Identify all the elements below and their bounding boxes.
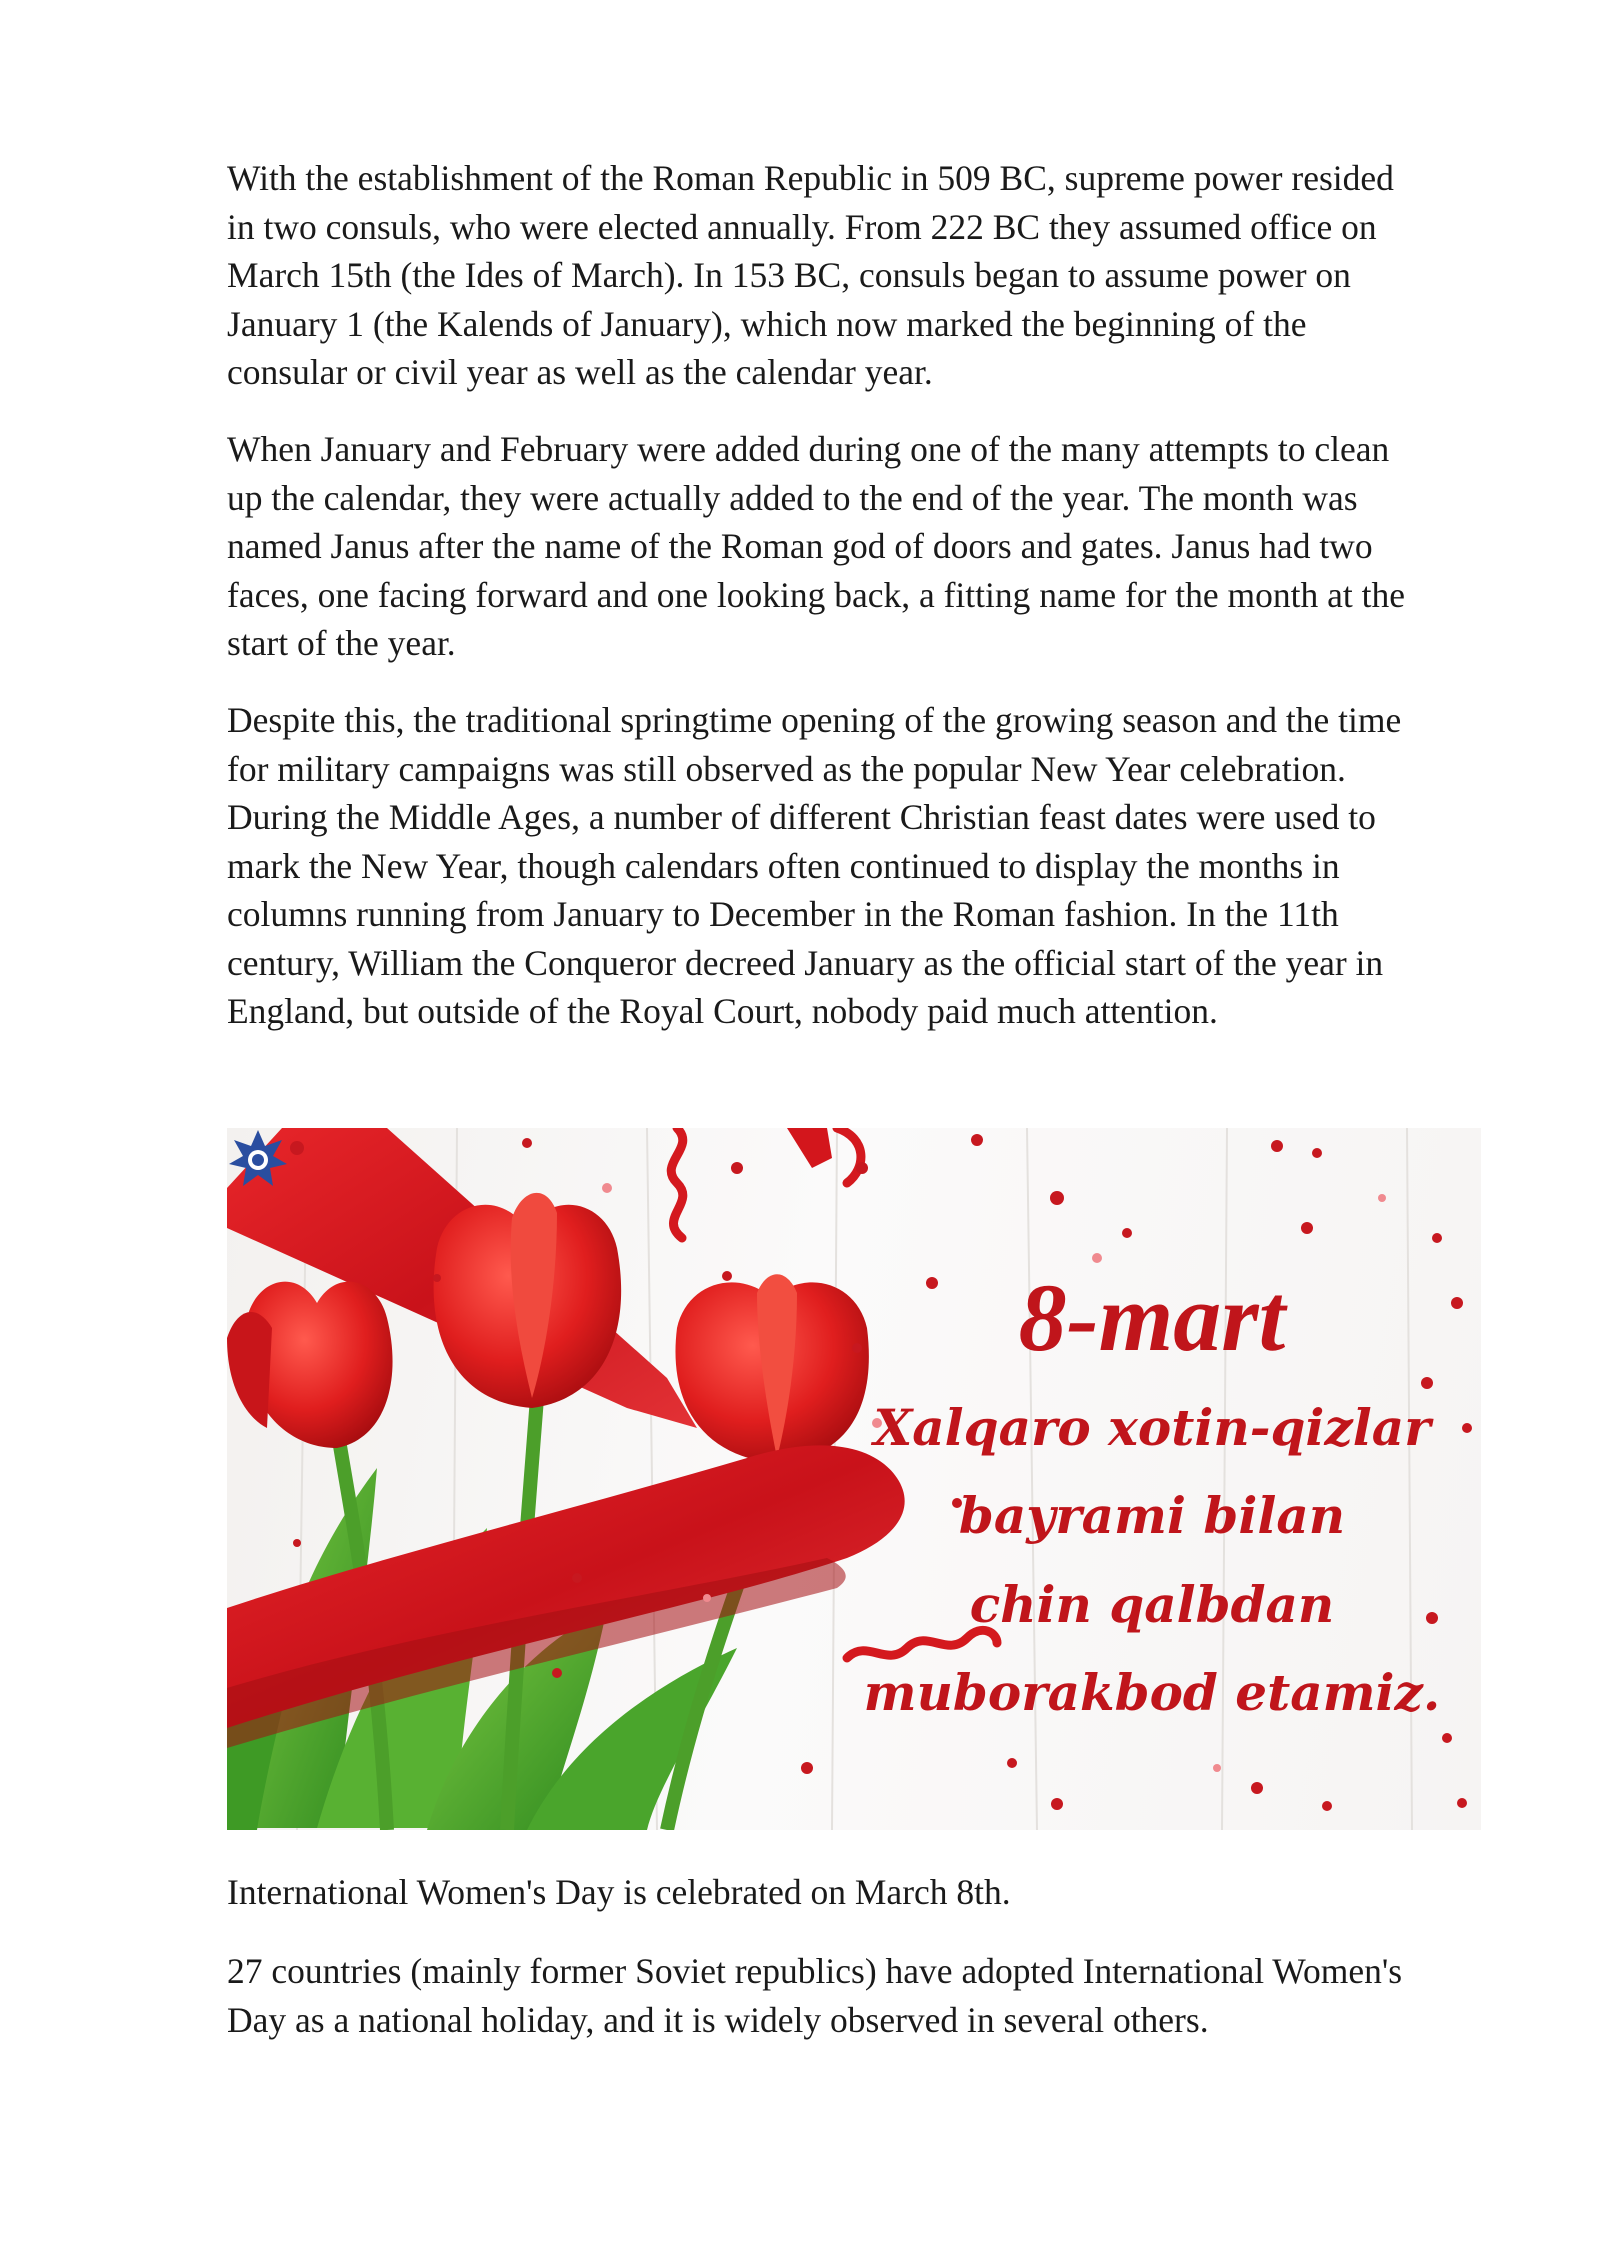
paragraph-womens-day-countries [227, 1947, 1487, 2044]
banner-greeting-line: muborakbod etamiz. [863, 1663, 1441, 1722]
text-line: up the calendar, they were actually added to the end of the year. The month was [227, 477, 1358, 518]
text-line: in two consuls, who were elected annually. From 222 BC they assumed office on [227, 206, 1377, 247]
text-line: century, William the Conqueror decreed January as the official start of the year in [227, 942, 1384, 983]
logo-emblem-icon [227, 1128, 289, 1190]
text-line: for military campaigns was still observed as the popular New Year celebration. [227, 748, 1346, 789]
tulip-bouquet-illustration [227, 1128, 1481, 1830]
text-line: January 1 (the Kalends of January), which now marked the beginning of the [227, 303, 1307, 344]
banner-greeting-line: bayrami bilan [958, 1486, 1346, 1545]
text-line: International Women's Day is celebrated on March 8th. [227, 1872, 1011, 1912]
text-line: With the establishment of the Roman Republic in 509 BC, supreme power resided [227, 158, 1394, 198]
text-line: consular or civil year as well as the calendar year. [227, 352, 933, 392]
text-line: England, but outside of the Royal Court, nobody paid much attention. [227, 991, 1218, 1031]
text-line: During the Middle Ages, a number of different Christian feast dates were used to [227, 797, 1376, 837]
paragraph-womens-day-date [227, 1868, 1487, 1917]
text-line: start of the year. [227, 623, 456, 663]
womens-day-banner-image [227, 1128, 1481, 1830]
text-line: March 15th (the Ides of March). In 153 BC, consuls began to assume power on [227, 255, 1351, 295]
text-line: Despite this, the traditional springtime opening of the growing season and the time [227, 700, 1402, 740]
text-line: named Janus after the name of the Roman god of doors and gates. Janus had two [227, 526, 1373, 566]
text-line: columns running from January to December in the Roman fashion. In the 11th [227, 894, 1339, 934]
text-line: faces, one facing forward and one looking back, a fitting name for the month at the [227, 574, 1405, 615]
text-line: Day as a national holiday, and it is widely observed in several others. [227, 1999, 1209, 2040]
paragraph-middle-ages [227, 696, 1487, 1036]
banner-greeting-line: Xalqaro xotin-qizlar [873, 1398, 1431, 1457]
text-line: 27 countries (mainly former Soviet republics) have adopted International Women's [227, 1951, 1403, 1991]
banner-greeting-line: chin qalbdan [969, 1575, 1335, 1634]
paragraph-janus [227, 425, 1487, 668]
text-line: When January and February were added during one of the many attempts to clean [227, 429, 1390, 469]
text-line: mark the New Year, though calendars often continued to display the months in [227, 845, 1340, 886]
banner-title: 8-mart [1018, 1264, 1286, 1371]
paragraph-roman-republic [227, 154, 1487, 397]
